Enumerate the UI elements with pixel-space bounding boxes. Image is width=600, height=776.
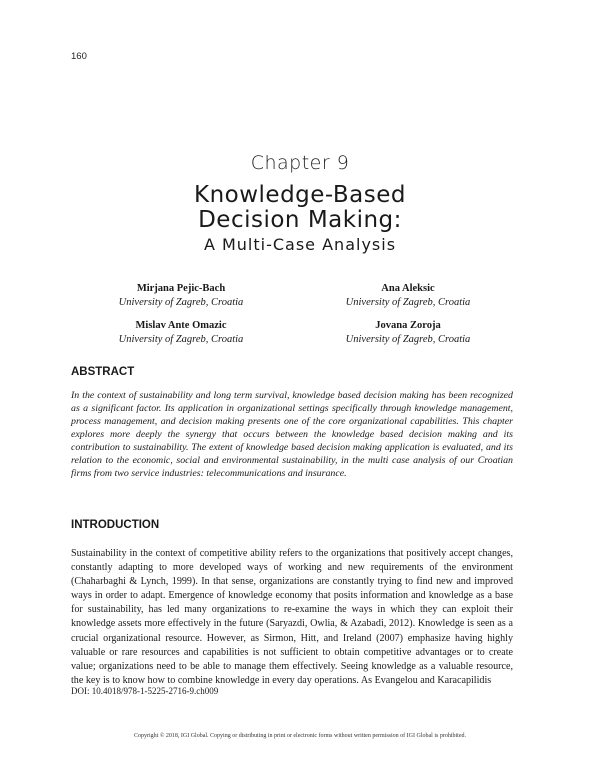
introduction-text: Sustainability in the context of competitive ability refers to the organizations that positively accept changes, constantly adapting to more developed ways of working and new requirements of the environment (Chaharbaghi & Lynch, 1999). In that sense, organizations are constantly trying to find new and improved ways in order to adapt. Emergence of knowledge economy that posits information and knowledge as a base for sustainability, has led many organizations to re-examine the ways in which they can exploit their knowledge assets more effectively in the future (Saryazdi, Owlia, & Azabadi, 2012). Knowledge is seen as a crucial organizational resource. However, as Sirmon, Hitt, and Ireland (2007) emphasize having highly valuable or rare resources and capabilities is not sufficient to obtain competitive advantages or to create value; organizations need to be able to manage them effectively. Seeing knowledge as a valuable resource, the key is to know how to combine knowledge in every day operations. As Evangelou and Karacapilidis — [71, 548, 513, 686]
copyright-notice: Copyright © 2018, IGI Global. Copying or distributing in print or electronic forms without written permission of IGI Global is prohibited. — [133, 733, 466, 739]
author-name: Mirjana Pejic-Bach — [136, 283, 226, 294]
abstract-text: In the context of sustainability and long term survival, knowledge based decision making has been recognized as a significant factor. Its application in organizational settings specifically through knowledge management, process management, and decision making presents one of the core organizational capabilities. This chapter explores more deeply the synergy that occurs between the knowledge based decision making and its contribution to sustainability. The extent of knowledge based decision making application is evaluated, and its relation to the economic, social and environmental sustainability, in the multi case analysis of our Croatian firms from two service industries: telecommunications and insurance. — [71, 390, 513, 479]
author-name: Jovana Zoroja — [375, 320, 441, 331]
author-block — [61, 319, 301, 347]
author-name: Mislav Ante Omazic — [135, 320, 227, 331]
chapter-label: Chapter 9 — [250, 152, 350, 174]
introduction-heading: INTRODUCTION — [71, 519, 160, 531]
chapter-title-line-1: Knowledge-Based — [193, 182, 407, 208]
author-name: Ana Aleksic — [381, 283, 435, 294]
chapter-subtitle: A Multi-Case Analysis — [203, 235, 397, 254]
chapter-title-line-2: Decision Making: — [198, 207, 402, 233]
author-affiliation: University of Zagreb, Croatia — [118, 334, 244, 345]
page-number: 160 — [71, 51, 87, 62]
author-affiliation: University of Zagreb, Croatia — [345, 297, 471, 308]
author-block — [61, 282, 301, 310]
abstract-heading: ABSTRACT — [71, 366, 135, 378]
author-block — [288, 282, 528, 310]
author-affiliation: University of Zagreb, Croatia — [118, 297, 244, 308]
doi: DOI: 10.4018/978-1-5225-2716-9.ch009 — [71, 686, 219, 696]
author-affiliation: University of Zagreb, Croatia — [345, 334, 471, 345]
author-block — [288, 319, 528, 347]
